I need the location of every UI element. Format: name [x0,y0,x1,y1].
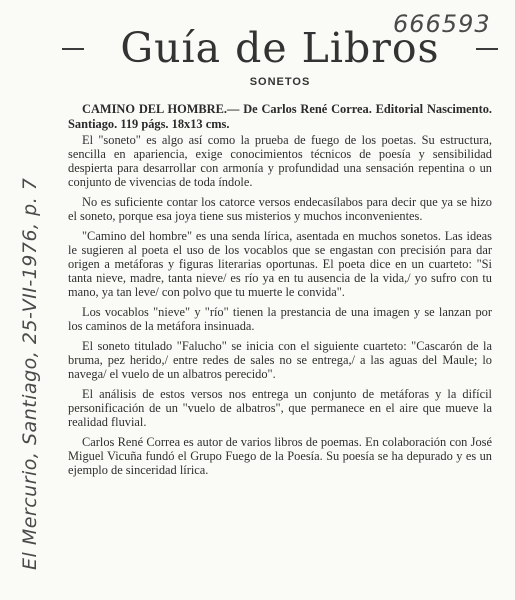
reference-number-text: 666593 [393,10,491,38]
handwritten-margin-note [8,88,48,578]
review-paragraph: No es suficiente contar los catorce versos endecasílabos para decir que ya se hizo el soneto, porque esa joya tiene sus misterios y muchos inconvenientes. [68,195,492,223]
review-paragraph: "Camino del hombre" es una senda lírica, asentada en muchos sonetos. Las ideas le sugieren al poeta el uso de los vocablos que se engastan con precisión para dar origen a metáforas y figuras literarias oportunas. El poeta dice en un cuarteto: "Si tanta nieve, madre, tanta nieve/ es río ya en tu ausencia de la vida,/ yo sufro con tu mano, ya tan leve/ con polvo que tu muerte le convida". [68,229,492,299]
review-paragraph: El análisis de estos versos nos entrega un conjunto de metáforas y la difícil personificación de un "vuelo de albatros", que permanece en el aire que mueve la realidad fluvial. [68,387,492,429]
book-heading: CAMINO DEL HOMBRE.— De Carlos René Correa. Editorial Nascimento. Santiago. 119 págs. 18x13 cms. [68,102,492,131]
header-rule-left [62,48,84,50]
column-header [60,20,500,76]
review-paragraph: El soneto titulado "Falucho" se inicia con el siguiente cuarteto: "Cascarón de la bruma, pez herido,/ entre redes de sales no se entrega,/ a las aguas del Maule; lo navega/ el vuelo de un albatros perecido". [68,339,492,381]
review-paragraph: Los vocablos "nieve" y "río" tienen la prestancia de una imagen y se lanzan por los caminos de la metáfora insinuada. [68,305,492,333]
review-body [68,133,492,477]
margin-note-text: El Mercurio, Santiago, 25-VII-1976, p. 7 [19,177,41,570]
section-label: SONETOS [249,76,311,88]
review-paragraph: Carlos René Correa es autor de varios libros de poemas. En colaboración con José Miguel Vicuña fundó el Grupo Fuego de la Poesía. Su poesía se ha depurado y es un ejemplo de sinceridad lírica. [68,435,492,477]
column-title: Guía de Libros [120,24,440,72]
review-paragraph: El "soneto" es algo así como la prueba de fuego de los poetas. Su estructura, sencilla en apariencia, exige conocimientos técnicos de poesía y sensibilidad despierta para desarrollar con armonía y profundidad una sensación repentina o un conjunto de vivencias de toda índole. [68,133,492,189]
header-rule-right [476,48,498,50]
article-clipping [60,20,500,596]
